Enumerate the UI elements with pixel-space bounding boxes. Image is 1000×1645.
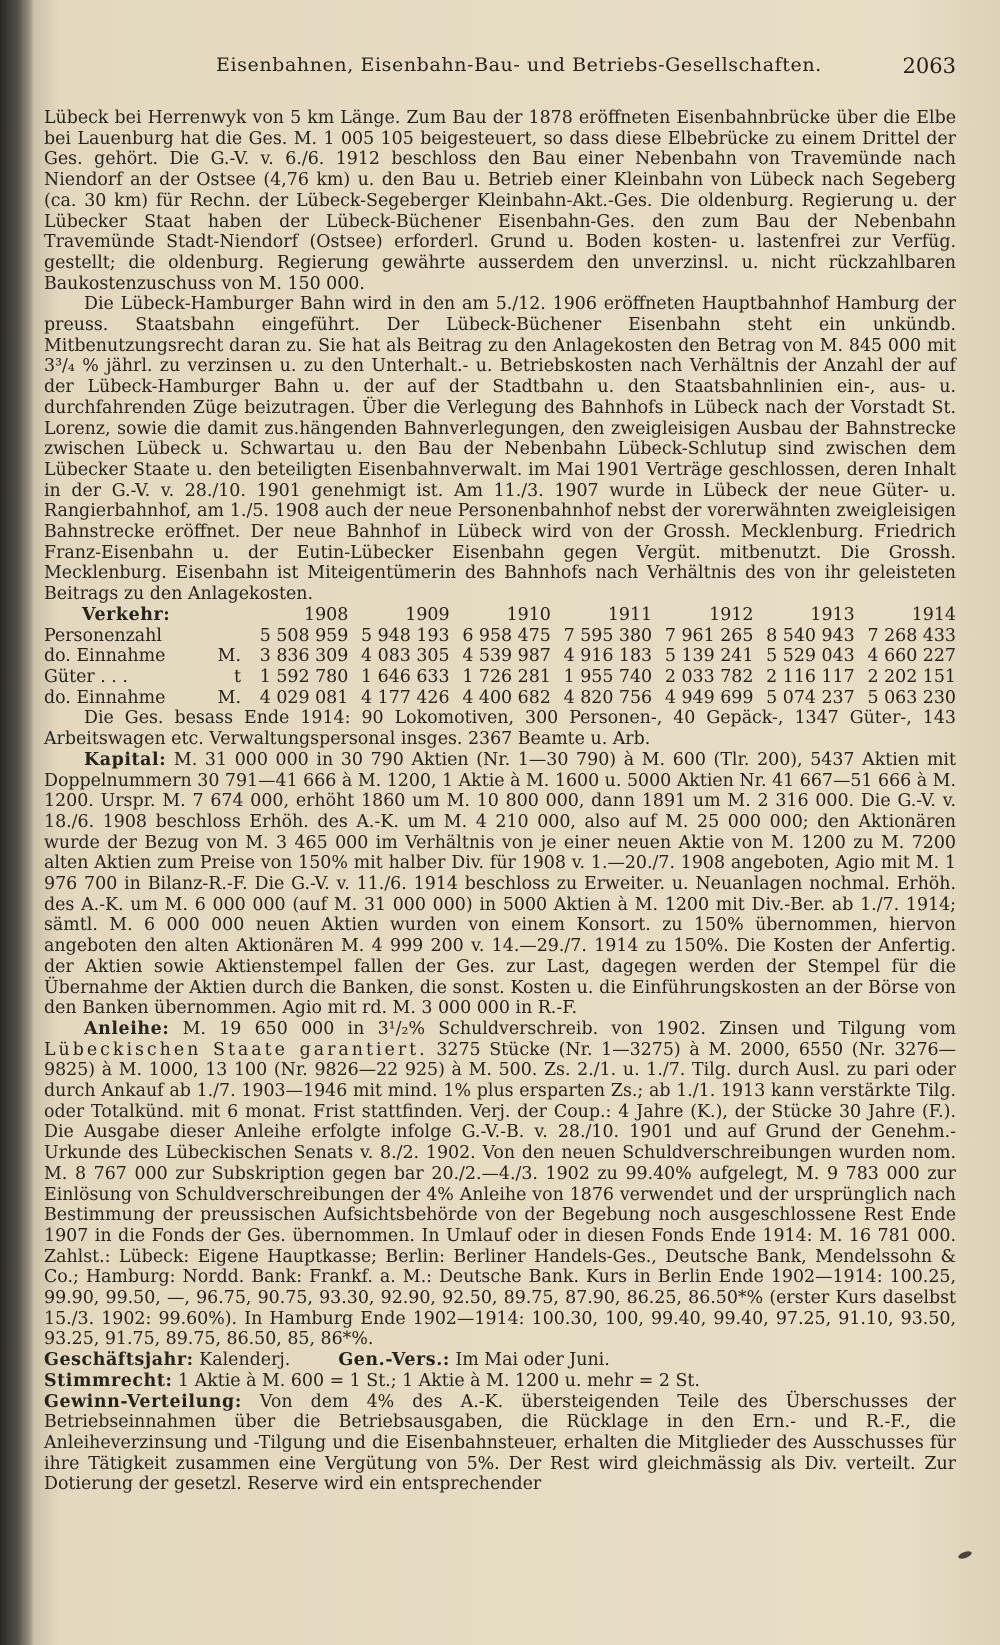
section-label: Gewinn-Verteilung:: [44, 1391, 242, 1412]
paragraph-hamburg-station: Die Lübeck-Hamburger Bahn wird in den am 5./12. 1906 eröffneten Hauptbahnhof Hamburg der preuss. Staatsbahn eingeführt. Der Lübeck-Büchener Eisenbahn steht ein unkündb. Mitbenutzungsrecht daran zu. Sie hat als Beitrag zu den Anlagekosten den Betrag von M. 845 000 mit 3³/₄ % jährl. zu verzinsen u. zu den Unterhalt.- u. Betriebskosten nach Verhältnis der Anzahl der auf der Lübeck-Hamburger Bahn u. der auf der Stadtbahn u. den Staatsbahnlinien ein-, aus- u. durchfahrenden Züge beizutragen. Über die Verlegung des Bahnhofs in Lübeck nach der Vorstadt St. Lorenz, sowie die damit zus.hängenden Bahnverlegungen, den zweigleisigen Ausbau der Bahnstrecke zwischen Lübeck u. Schwartau u. den Bau der Nebenbahn Lübeck-Schlutup sind zwischen dem Lübecker Staate u. den beteiligten Eisenbahnverwalt. im Mai 1901 Verträge geschlossen, deren Inhalt in der G.-V. v. 28./10. 1901 genehmigt ist. Am 11./3. 1907 wurde in Lübeck der neue Güter- u. Rangierbahnhof, am 1./5. 1908 auch der neue Personenbahnhof nebst der vorerwähnten zweigleisigen Bahnstrecke eröffnet. Der neue Bahnhof in Lübeck wird von der Grossh. Mecklenburg. Friedrich Franz-Eisenbahn u. der Eutin-Lübecker Eisenbahn gegen Vergüt. mitbenutzt. Die Grossh. Mecklenburg. Eisenbahn ist Miteigentümerin des Bahnhofs nach Verhältnis des von ihr geleisteten Beitrags zu den Anlagekosten.: [44, 294, 956, 605]
section-text: 3275 Stücke (Nr. 1—3275) à M. 2000, 6550 (Nr. 3276—9825) à M. 1000, 13 100 (Nr. 9826—22 925) à M. 500. Zs. 2./1. u. 1./7. Tilg. durch Ausl. zu pari oder durch Ankauf ab 1./7. 1903—1946 mit mind. 1% plus ersparten Zs.; ab 1./1. 1913 kann verstärkte Tilg. oder Totalkünd. mit 6 monat. Frist stattfinden. Verj. der Coup.: 4 Jahre (K.), der Stücke 30 Jahre (F.). Die Ausgabe dieser Anleihe erfolgte infolge G.-V.-B. v. 28./10. 1901 und auf Grund der Genehm.-Urkunde des Lübeckischen Senats v. 8./2. 1902. Von den neuen Schuldverschreibungen wurden nom. M. 8 767 000 zur Subskription gegen bar 20./2.—4./3. 1902 zu 99.40% aufgelegt, M. 9 783 000 zur Einlösung von Schuldverschreibungen der 4% Anleihe von 1876 verwendet und der ursprünglich nach Bestimmung der preussischen Aufsichtsbehörde von der Begebung noch ausgeschlossene Rest Ende 1907 in die Fonds der Ges. übernommen. In Umlauf oder in diesen Fonds Ende 1914: M. 16 781 000. Zahlst.: Lübeck: Eigene Hauptkasse; Berlin: Berliner Handels-Ges., Deutsche Bank, Mendelssohn & Co.; Hamburg: Nordd. Bank: Frankf. a. M.: Deutsche Bank. Kurs in Berlin Ende 1902—1914: 100.25, 99.90, 99.50, —, 96.75, 90.75, 93.30, 92.90, 92.50, 89.75, 87.90, 86.25, 86.50*% (erster Kurs daselbst 15./3. 1902: 99.60%). In Hamburg Ende 1902—1914: 100.30, 100, 99.40, 99.40, 97.25, 91.10, 93.50, 93.25, 91.75, 89.75, 86.50, 85, 86*%.: [44, 1039, 956, 1350]
section-text: Im Mai oder Juni.: [449, 1350, 610, 1371]
table-cell: 1 726 281: [462, 666, 551, 687]
year-header: 1912: [709, 604, 754, 625]
section-text: M. 19 650 000 in 3¹/₂% Schuldverschreib. von 1902. Zinsen und Tilgung vom: [169, 1018, 956, 1039]
table-cell: 7 595 380: [563, 625, 653, 646]
row-label: do. Einnahme: [44, 687, 166, 708]
section-profit-distribution: [44, 1392, 956, 1496]
table-cell: 1 592 780: [259, 666, 349, 687]
row-unit: M.: [217, 687, 241, 708]
table-cell: 2 202 151: [867, 666, 956, 687]
table-row: [44, 626, 956, 647]
table-cell: 4 539 987: [462, 646, 551, 667]
row-unit: M.: [217, 646, 241, 667]
row-label: Personenzahl: [44, 625, 162, 646]
table-cell: 1 646 633: [361, 666, 450, 687]
table-cell: 7 961 265: [664, 625, 754, 646]
table-cell: 5 074 237: [766, 687, 855, 708]
table-cell: 2 033 782: [664, 666, 754, 687]
section-label: Geschäftsjahr:: [44, 1350, 194, 1371]
row-label-cell: [44, 626, 247, 647]
table-cell: 4 083 305: [361, 646, 450, 667]
table-row: [44, 667, 956, 688]
table-cell: 6 958 475: [462, 625, 551, 646]
table-cell: 7 268 433: [867, 625, 956, 646]
table-cell: 4 029 081: [259, 687, 349, 708]
page-number: 2063: [902, 54, 956, 78]
table-cell: 5 139 241: [664, 646, 754, 667]
table-cell: 4 177 426: [361, 687, 450, 708]
row-label: do. Einnahme: [44, 646, 166, 667]
table-row: [44, 646, 956, 667]
table-cell: 5 063 230: [867, 687, 956, 708]
table-cell: 1 955 740: [563, 666, 653, 687]
section-fiscal-year: [44, 1350, 956, 1371]
row-unit: t: [234, 666, 241, 687]
book-gutter-shadow: [0, 0, 34, 1645]
traffic-table: [44, 605, 956, 709]
year-header: 1908: [304, 604, 349, 625]
running-head: Eisenbahnen, Eisenbahn-Bau- und Betriebs-Gesellschaften.: [216, 54, 822, 76]
ink-mark: [957, 1550, 972, 1560]
table-cell: 4 916 183: [563, 646, 653, 667]
section-label: Anleihe:: [84, 1018, 170, 1039]
year-header: 1914: [911, 604, 956, 625]
year-header: 1911: [607, 604, 653, 625]
table-cell: 4 820 756: [563, 687, 653, 708]
row-label-cell: [44, 688, 247, 709]
table-cell: 4 400 682: [462, 687, 551, 708]
page-body: [44, 108, 956, 1495]
row-label: Güter . . .: [44, 666, 128, 687]
year-header: 1909: [405, 604, 450, 625]
section-text: Kalenderj.: [193, 1350, 291, 1371]
table-cell: 8 540 943: [766, 625, 855, 646]
table-cell: 3 836 309: [259, 646, 349, 667]
section-text: 1 Aktie à M. 600 = 1 St.; 1 Aktie à M. 1200 u. mehr = 2 St.: [172, 1370, 700, 1391]
page-header: [40, 54, 960, 84]
section-text: Von dem 4% des A.-K. übersteigenden Teile des Überschusses der Betriebseinnahmen über die Betriebsausgaben, die Rücklage in den Ern.- und R.-F., die Anleiheverzinsung und -Tilgung und die Eisenbahnsteuer, erhalten die Mitglieder des Ausschusses für ihre Tätigkeit zusammen eine Vergütung von 5%. Der Rest wird gleichmässig als Div. verteilt. Zur Dotierung der gesetzl. Reserve wird ein entsprechender: [44, 1391, 956, 1495]
paragraph-rail-lines: Lübeck bei Herrenwyk von 5 km Länge. Zum Bau der 1878 eröffneten Eisenbahnbrücke über die Elbe bei Lauenburg hat die Ges. M. 1 005 105 beigesteuert, so dass diese Elbebrücke zu einem Drittel der Ges. gehört. Die G.-V. v. 6./6. 1912 beschloss den Bau einer Nebenbahn von Travemünde nach Niendorf an der Ostsee (4,76 km) u. den Bau u. Betrieb einer Kleinbahn von Lübeck nach Segeberg (ca. 30 km) für Rechn. der Lübeck-Segeberger Kleinbahn-Akt.-Ges. Die oldenburg. Regierung u. der Lübecker Staat haben der Lübeck-Büchener Eisenbahn-Ges. den zum Bau der Nebenbahn Travemünde Stadt-Niendorf (Ostsee) erforderl. Grund u. Boden kosten- u. lastenfrei zur Verfüg. gestellt; die oldenburg. Regierung gewährte ausserdem den unverzinsl. u. nicht rückzahlbaren Baukostenzuschuss von M. 150 000.: [44, 108, 956, 294]
table-cell: 5 529 043: [766, 646, 855, 667]
table-row: [44, 688, 956, 709]
traffic-label: Verkehr:: [82, 604, 171, 625]
table-cell: 2 116 117: [766, 666, 855, 687]
section-text: M. 31 000 000 in 30 790 Aktien (Nr. 1—30 790) à M. 600 (Tlr. 200), 5437 Aktien mit Doppelnummern 30 791—41 666 à M. 1200, 1 Aktie à M. 1600 u. 5000 Aktien Nr. 41 667—51 666 à M. 1200. Urspr. M. 7 674 000, erhöht 1860 um M. 10 800 000, dann 1891 um M. 2 316 000. Die G.-V. v. 18./6. 1908 beschloss Erhöh. des A.-K. um M. 4 210 000, also auf M. 25 000 000; den Aktionären wurde der Bezug von M. 3 465 000 im Verhältnis von je einer neuen Aktie von M. 1200 zu M. 7200 alten Aktien zum Preise von 150% mit halber Div. für 1908 v. 1.—20./7. 1908 angeboten, Agio mit M. 1 976 700 in Bilanz-R.-F. Die G.-V. v. 11./6. 1914 beschloss zu Erweiter. u. Neuanlagen nochmal. Erhöh. des A.-K. um M. 6 000 000 (auf M. 31 000 000) in 5000 Aktien à M. 1200 mit Div.-Ber. ab 1./7. 1914; sämtl. M. 6 000 000 neuen Aktien wurden von einem Konsort. zu 150% übernommen, hiervon angeboten den alten Aktionären M. 4 999 200 v. 14.—29./7. 1914 zu 150%. Die Kosten der Anfertig. der Aktien sowie Aktienstempel fallen der Ges. zur Last, dagegen werden der Stempel für die Übernahme der Aktien durch die Banken, die sonst. Kosten u. die Einführungskosten an der Börse von den Banken übernommen. Agio mit rd. M. 3 000 000 in R.-F.: [44, 749, 956, 1019]
year-header: 1910: [506, 604, 551, 625]
guarantee-text: Lübeckischen Staate garantiert.: [44, 1039, 428, 1060]
section-label: Kapital:: [84, 749, 167, 770]
row-label-cell: [44, 667, 247, 688]
table-cell: 5 508 959: [259, 625, 349, 646]
table-cell: 5 948 193: [361, 625, 450, 646]
section-label: Gen.-Vers.:: [338, 1350, 450, 1371]
table-cell: 4 660 227: [867, 646, 956, 667]
traffic-header-row: [44, 605, 956, 626]
section-label: Stimmrecht:: [44, 1370, 173, 1391]
section-voting-rights: [44, 1371, 956, 1392]
section-capital: [44, 750, 956, 1019]
year-header: 1913: [810, 604, 855, 625]
row-label-cell: [44, 646, 247, 667]
section-loan: [44, 1019, 956, 1350]
paragraph-rolling-stock: Die Ges. besass Ende 1914: 90 Lokomotiven, 300 Personen-, 40 Gepäck-, 1347 Güter-, 143 Arbeitswagen etc. Verwaltungspersonal insges. 2367 Beamte u. Arb.: [44, 708, 956, 750]
table-cell: 4 949 699: [664, 687, 754, 708]
